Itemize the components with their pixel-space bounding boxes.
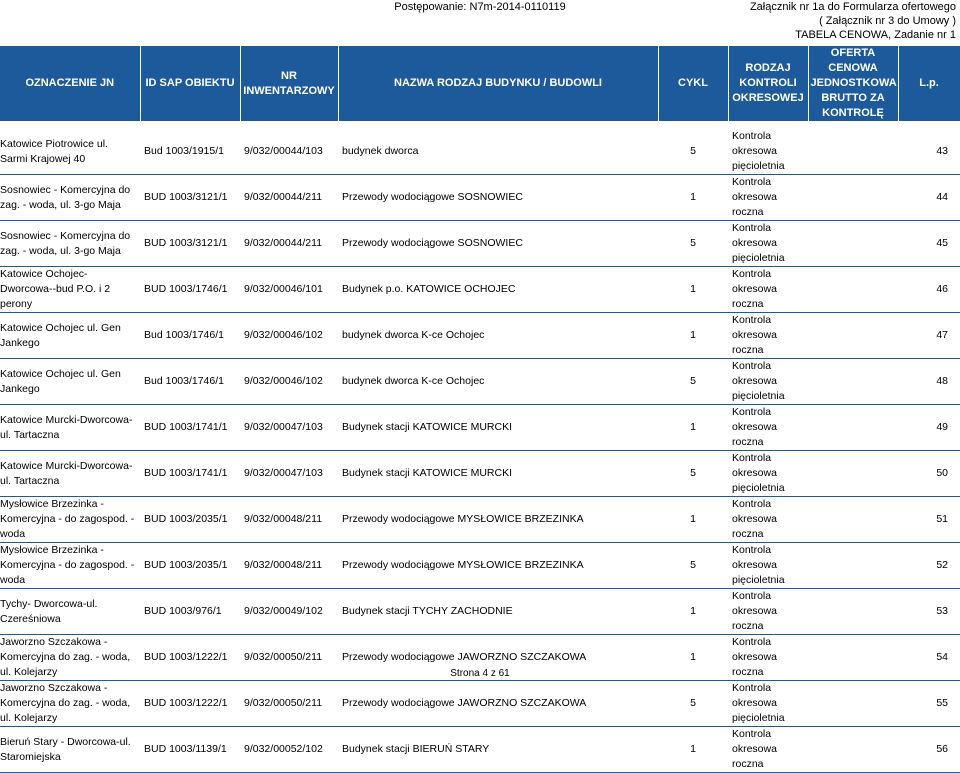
location-cell: Jaworzno Szczakowa - Komercyjna do zag. - woda, ul. Kolejarzy (0, 635, 140, 681)
control-type-cell: Kontrola okresowa roczna (728, 175, 808, 221)
location-cell: Bieruń Stary - Dworcowa-ul. Staromiejska (0, 727, 140, 773)
price-cell[interactable] (808, 313, 898, 359)
cycle-cell: 5 (658, 543, 728, 589)
attachment-title (750, 0, 956, 42)
control-type-cell: Kontrola okresowa roczna (728, 727, 808, 773)
table-row (0, 543, 960, 589)
inventory-nr-cell: 9/032/00047/103 (240, 451, 338, 497)
control-type-cell: Kontrola okresowa pięcioletnia (728, 359, 808, 405)
col-header-location: OZNACZENIE JN (0, 46, 140, 121)
control-type-cell: Kontrola okresowa pięcioletnia (728, 543, 808, 589)
cycle-cell: 1 (658, 589, 728, 635)
lp-cell: 48 (898, 359, 960, 405)
building-name-cell: Przewody wodociągowe JAWORZNO SZCZAKOWA (338, 681, 658, 727)
sap-id-cell: BUD 1003/1741/1 (140, 451, 240, 497)
location-cell: Mysłowice Brzezinka - Komercyjna - do zagospod. - woda (0, 497, 140, 543)
location-cell: Katowice Ochojec-Dworcowa--bud P.O. i 2 perony (0, 267, 140, 313)
table-row (0, 129, 960, 175)
inventory-nr-cell: 9/032/00046/102 (240, 313, 338, 359)
building-name-cell: Budynek p.o. KATOWICE OCHOJEC (338, 267, 658, 313)
sap-id-cell: BUD 1003/3121/1 (140, 221, 240, 267)
cycle-cell: 5 (658, 359, 728, 405)
col-header-price: OFERTA CENOWA JEDNOSTKOWA BRUTTO ZA KONTROLĘ (808, 46, 898, 121)
control-type-cell: Kontrola okresowa roczna (728, 497, 808, 543)
cycle-cell: 1 (658, 175, 728, 221)
lp-cell: 44 (898, 175, 960, 221)
inventory-nr-cell: 9/032/00050/211 (240, 635, 338, 681)
price-cell[interactable] (808, 129, 898, 175)
col-header-lp: L.p. (898, 46, 960, 121)
building-name-cell: budynek dworca K-ce Ochojec (338, 359, 658, 405)
sap-id-cell: BUD 1003/1741/1 (140, 405, 240, 451)
table-header-row (0, 46, 960, 121)
price-cell[interactable] (808, 175, 898, 221)
building-name-cell: Budynek stacji BIERUŃ STARY (338, 727, 658, 773)
location-cell: Jaworzno Szczakowa - Komercyjna do zag. - woda, ul. Kolejarzy (0, 681, 140, 727)
lp-cell: 55 (898, 681, 960, 727)
cycle-cell: 5 (658, 221, 728, 267)
building-name-cell: Przewody wodociągowe SOSNOWIEC (338, 175, 658, 221)
cycle-cell: 1 (658, 497, 728, 543)
table-row (0, 451, 960, 497)
price-cell[interactable] (808, 405, 898, 451)
cycle-cell: 1 (658, 635, 728, 681)
control-type-cell: Kontrola okresowa pięcioletnia (728, 221, 808, 267)
sap-id-cell: Bud 1003/1746/1 (140, 359, 240, 405)
price-cell[interactable] (808, 359, 898, 405)
table-row (0, 267, 960, 313)
table-row (0, 221, 960, 267)
location-cell: Katowice Ochojec ul. Gen Jankego (0, 313, 140, 359)
location-cell: Sosnowiec - Komercyjna do zag. - woda, ul. 3-go Maja (0, 175, 140, 221)
cycle-cell: 5 (658, 451, 728, 497)
control-type-cell: Kontrola okresowa roczna (728, 635, 808, 681)
control-type-cell: Kontrola okresowa pięcioletnia (728, 129, 808, 175)
attachment-line-1: Załącznik nr 1a do Formularza ofertowego (749, 1, 956, 13)
control-type-cell: Kontrola okresowa pięcioletnia (728, 451, 808, 497)
inventory-nr-cell: 9/032/00049/102 (240, 589, 338, 635)
lp-cell: 49 (898, 405, 960, 451)
location-cell: Katowice Piotrowice ul. Sarmi Krajowej 40 (0, 129, 140, 175)
inventory-nr-cell: 9/032/00046/102 (240, 359, 338, 405)
sap-id-cell: Bud 1003/1915/1 (140, 129, 240, 175)
building-name-cell: budynek dworca K-ce Ochojec (338, 313, 658, 359)
price-cell[interactable] (808, 451, 898, 497)
location-cell: Mysłowice Brzezinka - Komercyjna - do zagospod. - woda (0, 543, 140, 589)
header-gap (0, 121, 960, 129)
lp-cell: 45 (898, 221, 960, 267)
inventory-nr-cell: 9/032/00048/211 (240, 543, 338, 589)
building-name-cell: Przewody wodociągowe MYSŁOWICE BRZEZINKA (338, 543, 658, 589)
table-row (0, 175, 960, 221)
table-row (0, 497, 960, 543)
building-name-cell: Budynek stacji KATOWICE MURCKI (338, 405, 658, 451)
location-cell: Katowice Murcki-Dworcowa-ul. Tartaczna (0, 405, 140, 451)
building-name-cell: budynek dworca (338, 129, 658, 175)
sap-id-cell: Bud 1003/1746/1 (140, 313, 240, 359)
inventory-nr-cell: 9/032/00047/103 (240, 405, 338, 451)
price-table (0, 46, 960, 773)
sap-id-cell: BUD 1003/1222/1 (140, 681, 240, 727)
col-header-building-name: NAZWA RODZAJ BUDYNKU / BUDOWLI (338, 46, 658, 121)
control-type-cell: Kontrola okresowa roczna (728, 589, 808, 635)
col-header-control-type: RODZAJ KONTROLI OKRESOWEJ (728, 46, 808, 121)
lp-cell: 52 (898, 543, 960, 589)
control-type-cell: Kontrola okresowa pięcioletnia (728, 681, 808, 727)
sap-id-cell: BUD 1003/3121/1 (140, 175, 240, 221)
sap-id-cell: BUD 1003/2035/1 (140, 543, 240, 589)
control-type-cell: Kontrola okresowa roczna (728, 267, 808, 313)
lp-cell: 56 (898, 727, 960, 773)
control-type-cell: Kontrola okresowa roczna (728, 313, 808, 359)
cycle-cell: 1 (658, 727, 728, 773)
table-row (0, 681, 960, 727)
lp-cell: 53 (898, 589, 960, 635)
page-number: Strona 4 z 61 (450, 668, 510, 679)
attachment-line-2: ( Załącznik nr 3 do Umowy ) (819, 15, 956, 27)
sap-id-cell: BUD 1003/1222/1 (140, 635, 240, 681)
inventory-nr-cell: 9/032/00046/101 (240, 267, 338, 313)
col-header-inventory-nr: NR INWENTARZOWY (240, 46, 338, 121)
inventory-nr-cell: 9/032/00044/211 (240, 175, 338, 221)
lp-cell: 54 (898, 635, 960, 681)
sap-id-cell: BUD 1003/1746/1 (140, 267, 240, 313)
col-header-cycle: CYKL (658, 46, 728, 121)
price-cell[interactable] (808, 221, 898, 267)
table-row (0, 359, 960, 405)
inventory-nr-cell: 9/032/00044/211 (240, 221, 338, 267)
sap-id-cell: BUD 1003/1139/1 (140, 727, 240, 773)
lp-cell: 47 (898, 313, 960, 359)
price-cell[interactable] (808, 727, 898, 773)
cycle-cell: 5 (658, 129, 728, 175)
price-cell[interactable] (808, 497, 898, 543)
inventory-nr-cell: 9/032/00052/102 (240, 727, 338, 773)
control-type-cell: Kontrola okresowa roczna (728, 405, 808, 451)
lp-cell: 46 (898, 267, 960, 313)
building-name-cell: Przewody wodociągowe MYSŁOWICE BRZEZINKA (338, 497, 658, 543)
col-header-sap-id: ID SAP OBIEKTU (140, 46, 240, 121)
proceeding-number: Postępowanie: N7m-2014-0110119 (394, 1, 566, 13)
cycle-cell: 1 (658, 313, 728, 359)
building-name-cell: Budynek stacji TYCHY ZACHODNIE (338, 589, 658, 635)
lp-cell: 50 (898, 451, 960, 497)
building-name-cell: Budynek stacji KATOWICE MURCKI (338, 451, 658, 497)
location-cell: Katowice Murcki-Dworcowa-ul. Tartaczna (0, 451, 140, 497)
sap-id-cell: BUD 1003/2035/1 (140, 497, 240, 543)
building-name-cell: Przewody wodociągowe JAWORZNO SZCZAKOWA (338, 635, 658, 681)
price-cell[interactable] (808, 681, 898, 727)
table-row (0, 313, 960, 359)
table-row (0, 405, 960, 451)
sap-id-cell: BUD 1003/976/1 (140, 589, 240, 635)
inventory-nr-cell: 9/032/00050/211 (240, 681, 338, 727)
location-cell: Tychy- Dworcowa-ul. Czereśniowa (0, 589, 140, 635)
price-cell[interactable] (808, 543, 898, 589)
attachment-line-3: TABELA CENOWA, Zadanie nr 1 (795, 29, 956, 41)
lp-cell: 43 (898, 129, 960, 175)
cycle-cell: 1 (658, 267, 728, 313)
building-name-cell: Przewody wodociągowe SOSNOWIEC (338, 221, 658, 267)
lp-cell: 51 (898, 497, 960, 543)
inventory-nr-cell: 9/032/00044/103 (240, 129, 338, 175)
location-cell: Katowice Ochojec ul. Gen Jankego (0, 359, 140, 405)
table-row (0, 727, 960, 773)
price-cell[interactable] (808, 589, 898, 635)
location-cell: Sosnowiec - Komercyjna do zag. - woda, ul. 3-go Maja (0, 221, 140, 267)
inventory-nr-cell: 9/032/00048/211 (240, 497, 338, 543)
cycle-cell: 1 (658, 405, 728, 451)
table-row (0, 589, 960, 635)
cycle-cell: 5 (658, 681, 728, 727)
price-cell[interactable] (808, 267, 898, 313)
